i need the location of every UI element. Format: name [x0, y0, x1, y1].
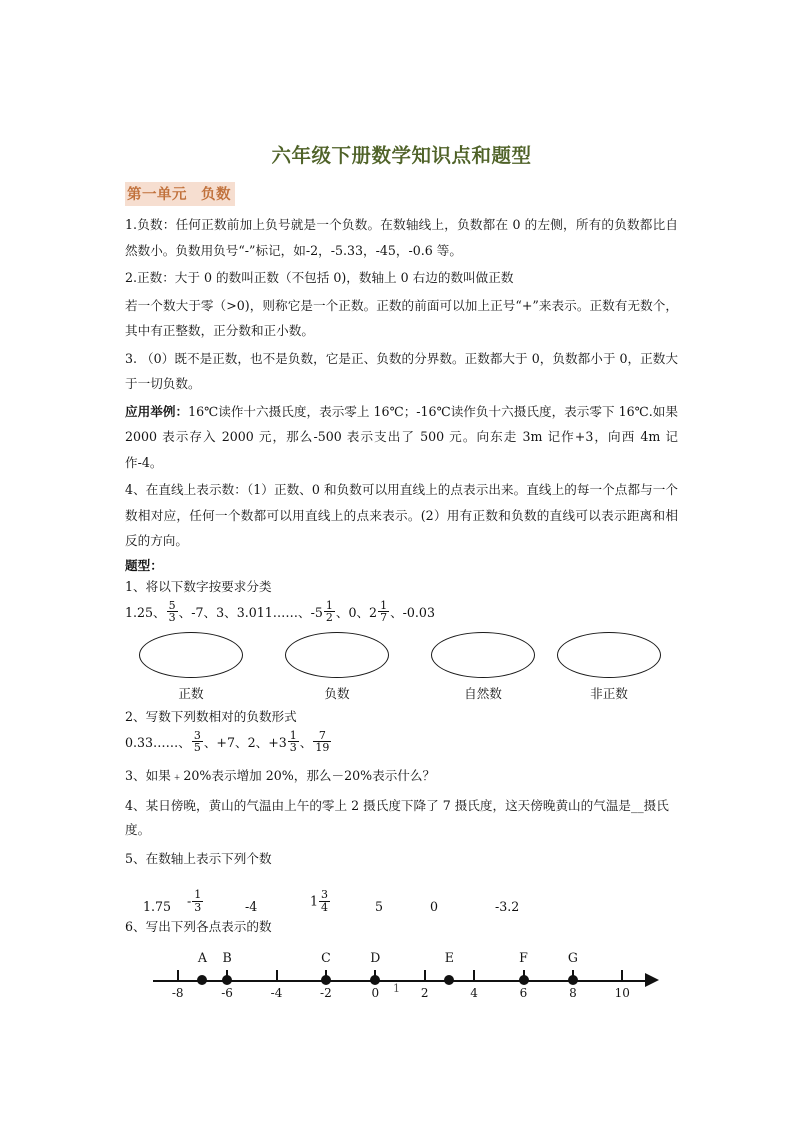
fraction [167, 600, 178, 624]
axis-tick-label: 2 [420, 985, 429, 1000]
axis-tick-label: 8 [569, 985, 577, 1000]
fraction [192, 889, 203, 913]
ellipse-shape [557, 632, 661, 678]
fraction-denominator: 3 [289, 741, 297, 755]
question-5-number [495, 899, 519, 914]
fraction-numerator: 1 [289, 728, 297, 742]
number-line-point-label: C [321, 949, 331, 965]
list-separator: 、 [255, 734, 269, 750]
axis-tick-label: 10 [614, 985, 630, 1000]
number-value: 0 [348, 604, 357, 620]
axis-tick [276, 970, 278, 981]
list-separator: 、 [178, 734, 191, 750]
ellipse-label: 自然数 [464, 685, 502, 701]
fraction-denominator: 5 [193, 741, 201, 755]
list-separator: 、 [390, 604, 403, 620]
axis-tick-label: -2 [320, 985, 332, 1000]
number-line-point-label: A [197, 949, 207, 965]
list-separator: 、 [153, 604, 166, 620]
axis-tick-label: 4 [470, 985, 478, 1000]
fraction-numerator: 3 [193, 728, 201, 742]
question-5-number [143, 899, 171, 914]
fraction-numerator: 7 [318, 728, 326, 742]
ellipse-label: 非正数 [590, 685, 628, 701]
mixed-number-whole: -5 [310, 604, 323, 620]
number-value: 1.75 [143, 898, 172, 914]
knowledge-point-4: 3. （0）既不是正数，也不是负数，它是正、负数的分界数。正数都大于 0，负数都小于 0，正数大于一切负数。 [125, 350, 678, 391]
number-value: -0.03 [402, 604, 435, 620]
number-value: 5 [375, 898, 384, 914]
category-ellipse-item [139, 632, 243, 702]
unit-number-label: 第一单元 [127, 187, 187, 203]
list-separator: 、 [335, 604, 349, 620]
fraction-numerator: 1 [325, 598, 333, 612]
number-value: 1.25 [125, 604, 154, 620]
list-separator: 、 [356, 604, 370, 620]
knowledge-point-2: 2.正数：大于 0 的数叫正数（不包括 0)，数轴上 0 右边的数叫做正数 [125, 270, 514, 285]
mixed-number [310, 889, 331, 913]
knowledge-point-3: 若一个数大于零（>0)，则称它是一个正数。正数的前面可以加上正号“+”来表示。正数有无数个，其中有正整数，正分数和正小数。 [125, 297, 678, 338]
fraction-denominator: 3 [194, 900, 202, 914]
question-4-prompt: 4、某日傍晚，黄山的气温由上午的零上 2 摄氏度下降了 7 摄氏度，这天傍晚黄山的气温是__摄氏度。 [125, 797, 669, 837]
question-1-prompt: 1、将以下数字按要求分类 [125, 578, 272, 594]
fraction-denominator: 4 [321, 900, 329, 914]
fraction [319, 889, 330, 913]
number-line-point-label: B [222, 949, 232, 965]
unit-name-label: 负数 [201, 187, 231, 203]
question-5-number [187, 889, 204, 913]
axis-tick [621, 970, 623, 981]
category-ellipse-row [125, 632, 678, 706]
mixed-number-whole: 2 [369, 604, 378, 620]
number-line-point-label: E [444, 949, 454, 965]
fraction-numerator: 3 [321, 888, 329, 902]
fraction [378, 600, 389, 624]
mixed-number-whole: +3 [268, 734, 287, 750]
question-2-prompt: 2、写数下列数相对的负数形式 [125, 708, 297, 724]
application-example-label: 应用举例： [125, 403, 189, 419]
number-value: +7 [216, 734, 235, 750]
question-3-prompt: 3、如果﹢20%表示增加 20%，那么－20%表示什么？ [125, 767, 436, 783]
page-title: 六年级下册数学知识点和题型 [271, 144, 532, 167]
number-line-figure [125, 940, 678, 1016]
number-value: 0 [430, 898, 439, 914]
list-separator: 、 [297, 604, 311, 620]
fraction [192, 730, 203, 754]
application-example-text: 16℃读作十六摄氏度，表示零上 16℃；-16℃读作负十六摄氏度，表示零下 16℃.如果 2000 表示存入 2000 元，那么-500 表示支出了 500 元。向东走 3m 记作+3，向西 4m 记作-4。 [125, 403, 679, 470]
fraction [288, 730, 299, 754]
mixed-number [311, 598, 336, 628]
fraction-denominator: 19 [315, 741, 330, 755]
question-2-number-list [125, 728, 678, 758]
mixed-number-whole: - [187, 894, 192, 910]
ellipse-shape [285, 632, 389, 678]
axis-tick-label: -8 [171, 985, 184, 1000]
page-number: 1 [393, 982, 400, 995]
number-line-point-label: D [370, 949, 381, 965]
list-separator: 、 [224, 604, 237, 620]
axis-tick [473, 970, 475, 981]
fraction-numerator: 1 [194, 888, 202, 902]
unit-header [125, 182, 235, 206]
axis-tick [177, 970, 179, 981]
unit-header-row [125, 182, 678, 212]
number-value: -7 [191, 604, 204, 620]
list-separator: 、 [299, 734, 313, 750]
fraction-denominator: 7 [380, 611, 388, 625]
list-separator: 、 [235, 734, 248, 750]
list-separator: 、 [203, 734, 217, 750]
application-example [125, 399, 678, 476]
mixed-number [369, 598, 390, 628]
question-5-number [310, 889, 331, 913]
list-separator: 、 [178, 604, 192, 620]
number-value: -4 [245, 898, 258, 914]
fraction-numerator: 1 [380, 598, 388, 612]
category-ellipse-item [557, 632, 661, 702]
question-5-number [245, 899, 257, 914]
question-5-prompt: 5、在数轴上表示下列个数 [125, 850, 272, 866]
fraction-numerator: 5 [168, 598, 176, 612]
ellipse-label: 负数 [324, 685, 350, 701]
axis-tick-label: -4 [270, 985, 283, 1000]
axis-tick [424, 970, 426, 981]
fraction [324, 600, 335, 624]
problems-heading: 题型： [125, 557, 163, 573]
ellipse-shape [139, 632, 243, 678]
fraction [313, 730, 331, 754]
ellipse-shape [431, 632, 535, 678]
number-value: 3 [216, 604, 225, 620]
question-5-number [375, 899, 383, 914]
mixed-number [268, 728, 300, 758]
category-ellipse-item [431, 632, 535, 702]
mixed-number-whole: 1 [310, 894, 319, 910]
list-separator: 、 [203, 604, 217, 620]
axis-tick-label: 0 [371, 985, 380, 1000]
number-line-point-label: G [567, 949, 578, 965]
knowledge-point-5: 4、在直线上表示数：（1）正数、0 和负数可以用直线上的点表示出来。直线上的每一个点都与一个数相对应，任何一个数都可以用直线上的点来表示。(2）用有正数和负数的直线可以表示距离和相反的方向。 [125, 482, 678, 548]
question-1-number-list [125, 598, 678, 628]
question-5-number [430, 899, 438, 914]
fraction-denominator: 2 [325, 611, 333, 625]
ellipse-label: 正数 [178, 685, 204, 701]
number-value: -3.2 [495, 898, 520, 914]
number-value: 2 [247, 734, 256, 750]
category-ellipse-item [285, 632, 389, 702]
knowledge-point-1: 1.负数：任何正数前加上负号就是一个负数。在数轴线上，负数都在 0 的左侧，所有的负数都比自然数小。负数用负号“-”标记，如-2，-5.33，-45，-0.6 等。 [125, 217, 678, 258]
number-value: 3.011…… [236, 604, 298, 620]
axis-tick-label: 6 [519, 985, 528, 1000]
axis-tick-label: -6 [221, 985, 233, 1000]
question-6-prompt: 6、写出下列各点表示的数 [125, 918, 272, 934]
question-5-number-list [125, 870, 678, 916]
page-content [125, 140, 678, 1016]
mixed-number [187, 889, 204, 913]
number-value: 0.33…… [125, 734, 179, 750]
fraction-denominator: 3 [168, 611, 176, 625]
number-line-point-label: F [519, 949, 528, 965]
